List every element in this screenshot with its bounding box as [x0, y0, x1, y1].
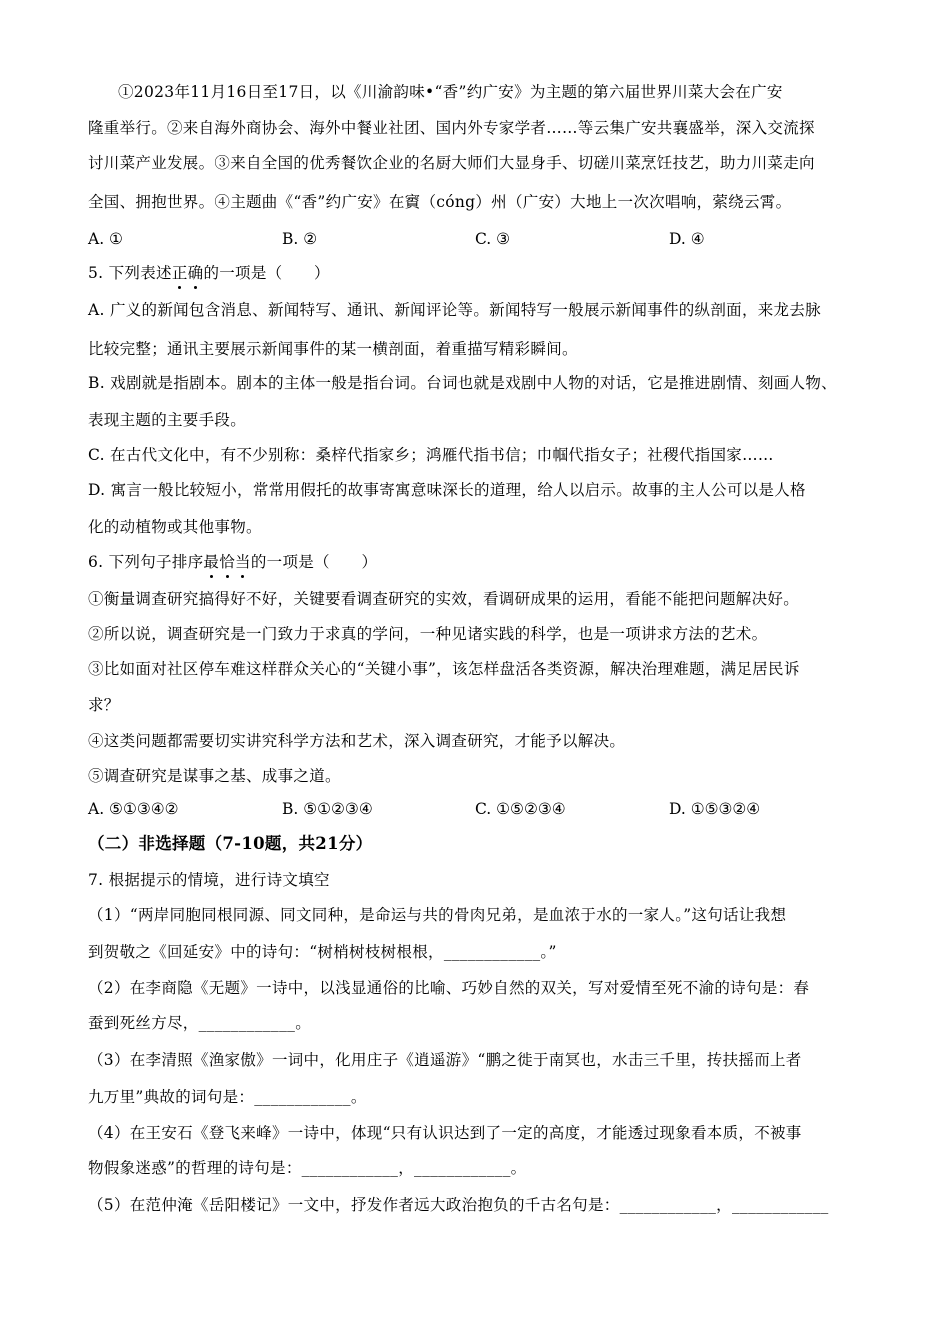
q7-item-line: 到贺敬之《回延安》中的诗句：“树梢树枝树根根，____________。” [88, 943, 557, 961]
q5-option-line: B. 戏剧就是指剧本。剧本的主体一般是指台词。台词也就是戏剧中人物的对话，它是推进剧情、刻画人物、 [88, 374, 837, 392]
section-title: （二）非选择题（7-10题，共21分） [88, 834, 373, 853]
q6-sentence: 求？ [88, 696, 120, 714]
q7-item-line: （3）在李清照《渔家傲》一词中，化用庄子《逍遥游》“鹏之徙于南冥也，水击三千里，抟扶摇而上者 [88, 1051, 802, 1069]
option-b: B. ② [282, 230, 318, 248]
q7-item-line: （5）在范仲淹《岳阳楼记》一文中，抒发作者远大政治抱负的千古名句是：____________，____________ [88, 1196, 829, 1214]
q7-item-line: 物假象迷惑”的哲理的诗句是：____________，____________。 [88, 1159, 527, 1177]
q6-option-a: A. ⑤①③④② [88, 800, 179, 818]
emphasis-char: 恰 [219, 553, 236, 571]
q5-option-line: D. 寓言一般比较短小，常常用假托的故事寄寓意味深长的道理，给人以启示。故事的主人公可以是人格 [88, 481, 806, 499]
q7-item-line: 蚕到死丝方尽，____________。 [88, 1014, 312, 1032]
stem-text: 5. 下列表述 [88, 264, 172, 282]
question-7-stem: 7. 根据提示的情境，进行诗文填空 [88, 871, 330, 889]
stem-text: 的一项是（ ） [250, 553, 378, 571]
q7-item-line: （4）在王安石《登飞来峰》一诗中，体现“只有认识达到了一定的高度，才能透过现象看本质，不被事 [88, 1124, 802, 1142]
emphasis-char: 最 [203, 553, 220, 571]
passage-line: 全国、拥抱世界。④主题曲《“香”约广安》在賨（cóng）州（广安）大地上一次次唱响，萦绕云霄。 [88, 193, 792, 211]
emphasis-char: 当 [235, 553, 251, 571]
q6-sentence: ①衡量调查研究搞得好不好，关键要看调查研究的实效，看调研成果的运用，看能不能把问题解决好。 [88, 590, 800, 608]
q6-option-d: D. ①⑤③②④ [669, 800, 761, 818]
q6-sentence: ④这类问题都需要切实讲究科学方法和艺术，深入调查研究，才能予以解决。 [88, 732, 626, 750]
q6-sentence: ③比如面对社区停车难这样群众关心的“关键小事”，该怎样盘活各类资源，解决治理难题，满足居民诉 [88, 660, 800, 678]
q5-option-line: 化的动植物或其他事物。 [88, 518, 262, 536]
passage-line: 隆重举行。②来自海外商协会、海外中餐业社团、国内外专家学者……等云集广安共襄盛举，深入交流探 [88, 119, 815, 137]
passage-line: ①2023年11月16日至17日，以《川渝韵味•“香”约广安》为主题的第六届世界川菜大会在广安 [118, 83, 783, 101]
stem-text: 的一项是（ ） [203, 264, 330, 282]
q5-option-line: 比较完整；通讯主要展示新闻事件的某一横剖面，着重描写精彩瞬间。 [88, 340, 578, 358]
q6-sentence: ⑤调查研究是谋事之基、成事之道。 [88, 767, 341, 785]
q5-option-line: A. 广义的新闻包含消息、新闻特写、通讯、新闻评论等。新闻特写一般展示新闻事件的纵剖面，来龙去脉 [88, 301, 821, 319]
q6-option-c: C. ①⑤②③④ [475, 800, 566, 818]
q6-sentence: ②所以说，调查研究是一门致力于求真的学问，一种见诸实践的科学，也是一项讲求方法的艺术。 [88, 625, 768, 643]
q7-item-line: （1）“两岸同胞同根同源、同文同种，是命运与共的骨肉兄弟，是血浓于水的一家人。”这句话让我想 [88, 906, 787, 924]
option-c: C. ③ [475, 230, 511, 248]
q7-item-line: （2）在李商隐《无题》一诗中，以浅显通俗的比喻、巧妙自然的双关，写对爱情至死不渝的诗句是：春 [88, 979, 810, 997]
q5-option-line: C. 在古代文化中，有不少别称：桑梓代指家乡；鸿雁代指书信；巾帼代指女子；社稷代指国家…… [88, 446, 774, 464]
option-d: D. ④ [669, 230, 705, 248]
option-a: A. ① [88, 230, 123, 248]
passage-line: 讨川菜产业发展。③来自全国的优秀餐饮企业的名厨大师们大显身手、切磋川菜烹饪技艺，助力川菜走向 [88, 154, 815, 172]
question-6-stem [88, 551, 878, 573]
stem-text: 6. 下列句子排序 [88, 553, 204, 571]
q7-item-line: 九万里”典故的词句是：____________。 [88, 1088, 367, 1106]
q5-option-line: 表现主题的主要手段。 [88, 411, 247, 429]
emphasis-char: 确 [187, 264, 204, 282]
question-5-stem [88, 262, 878, 284]
q6-option-b: B. ⑤①②③④ [282, 800, 373, 818]
emphasis-char: 正 [171, 264, 188, 282]
